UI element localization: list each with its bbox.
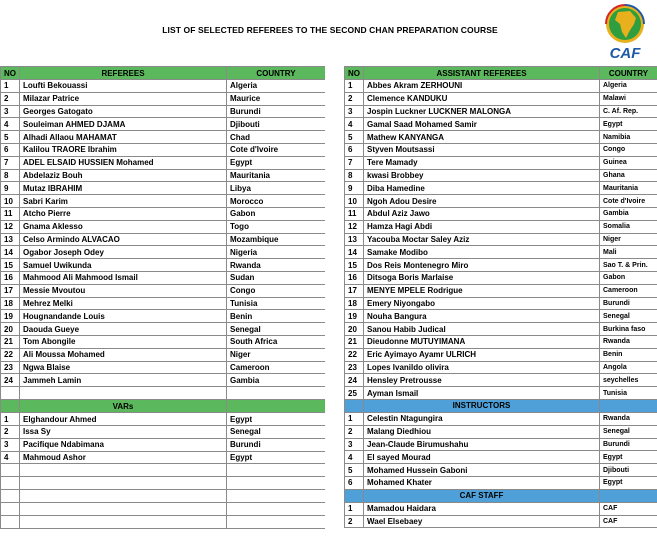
row-number: 11: [1, 207, 20, 220]
row-number: 3: [1, 438, 20, 451]
country-name: Rwanda: [600, 412, 657, 425]
person-name: Tom Abongile: [20, 335, 227, 348]
empty-cell: [1, 516, 20, 529]
person-name: Tere Mamady: [364, 156, 600, 169]
assistant-referee-row: [345, 105, 657, 118]
assistant-referee-row: [345, 92, 657, 105]
row-number: 23: [345, 361, 364, 374]
empty-row: [1, 503, 326, 516]
referee-row: [1, 374, 326, 387]
assistant-referee-row: [345, 131, 657, 144]
country-name: Mauritania: [600, 182, 657, 195]
assistant-referee-row: [345, 143, 657, 156]
person-name: Hougnandande Louis: [20, 310, 227, 323]
empty-row: [1, 516, 326, 529]
person-name: Samake Modibo: [364, 246, 600, 259]
row-number: 4: [1, 118, 20, 131]
row-number: 1: [345, 412, 364, 425]
referee-row: [1, 131, 326, 144]
country-name: Togo: [227, 220, 326, 233]
country-name: Mozambique: [227, 233, 326, 246]
country-name: Gabon: [227, 207, 326, 220]
row-number: 21: [345, 335, 364, 348]
empty-cell: [1, 503, 20, 516]
row-number: 25: [345, 387, 364, 400]
row-number: 4: [1, 451, 20, 464]
person-name: ADEL ELSAID HUSSIEN Mohamed: [20, 156, 227, 169]
country-name: Egypt: [600, 451, 657, 464]
country-name: Cameroon: [227, 361, 326, 374]
row-number: 13: [345, 233, 364, 246]
person-name: Abbes Akram ZERHOUNI: [364, 80, 600, 93]
section-spacer: [345, 489, 364, 502]
row-number: 3: [345, 105, 364, 118]
country-name: Chad: [227, 131, 326, 144]
person-name: Ali Moussa Mohamed: [20, 348, 227, 361]
row-number: 6: [345, 476, 364, 489]
row-number: 2: [345, 515, 364, 528]
assistant-referee-row: [345, 246, 657, 259]
person-name: Abdelaziz Bouh: [20, 169, 227, 182]
referee-row: [1, 143, 326, 156]
person-name: Hensley Pretrousse: [364, 374, 600, 387]
empty-cell: [227, 490, 326, 503]
assistant-referee-row: [345, 284, 657, 297]
row-number: 14: [345, 246, 364, 259]
person-name: Jospin Luckner LUCKNER MALONGA: [364, 105, 600, 118]
empty-cell: [20, 464, 227, 477]
empty-cell: [1, 464, 20, 477]
country-name: Senegal: [600, 425, 657, 438]
header-country: COUNTRY: [600, 67, 657, 80]
row-number: 2: [1, 92, 20, 105]
person-name: Mahmood Ali Mahmood Ismail: [20, 271, 227, 284]
person-name: Mutaz IBRAHIM: [20, 182, 227, 195]
referee-row: [1, 271, 326, 284]
row-number: 12: [1, 220, 20, 233]
row-number: 7: [1, 156, 20, 169]
person-name: Mamadou Haidara: [364, 502, 600, 515]
row-number: 18: [345, 297, 364, 310]
person-name: Mohamed Khater: [364, 476, 600, 489]
row-number: 4: [345, 118, 364, 131]
country-name: Egypt: [227, 413, 326, 426]
person-name: Ayman Ismail: [364, 387, 600, 400]
assistant-referee-row: [345, 310, 657, 323]
country-name: Burundi: [600, 297, 657, 310]
row-number: 2: [345, 92, 364, 105]
empty-cell: [20, 477, 227, 490]
country-name: Morocco: [227, 195, 326, 208]
row-number: 17: [345, 284, 364, 297]
instructor-row: [345, 451, 657, 464]
assistant-referee-row: [345, 233, 657, 246]
country-name: Mali: [600, 246, 657, 259]
person-name: Elghandour Ahmed: [20, 413, 227, 426]
row-number: 19: [1, 310, 20, 323]
country-name: Congo: [600, 143, 657, 156]
assistant-referee-row: [345, 271, 657, 284]
var-row: [1, 451, 326, 464]
instructor-row: [345, 464, 657, 477]
referee-row: [1, 310, 326, 323]
country-name: Cote d'Ivoire: [227, 143, 326, 156]
var-row: [1, 413, 326, 426]
assistant-referee-row: [345, 118, 657, 131]
empty-row: [1, 464, 326, 477]
document-header: [0, 0, 657, 66]
empty-cell: [20, 387, 227, 400]
person-name: Samuel Uwikunda: [20, 259, 227, 272]
country-name: Gambia: [600, 207, 657, 220]
assistant-referee-row: [345, 387, 657, 400]
instructors-section-header: [345, 399, 657, 412]
person-name: Clemence KANDUKU: [364, 92, 600, 105]
person-name: Sanou Habib Judical: [364, 323, 600, 336]
referee-row: [1, 207, 326, 220]
empty-cell: [227, 387, 326, 400]
person-name: Loufti Bekouassi: [20, 80, 227, 93]
person-name: Atcho Pierre: [20, 207, 227, 220]
country-name: Ghana: [600, 169, 657, 182]
country-name: Cameroon: [600, 284, 657, 297]
country-name: Tunisia: [600, 387, 657, 400]
referee-row: [1, 92, 326, 105]
person-name: Mohamed Hussein Gaboni: [364, 464, 600, 477]
row-number: 22: [345, 348, 364, 361]
country-name: Algeria: [227, 80, 326, 93]
person-name: Souleiman AHMED DJAMA: [20, 118, 227, 131]
country-name: seychelles: [600, 374, 657, 387]
document-title: LIST OF SELECTED REFEREES TO THE SECOND CHAN PREPARATION COURSE: [162, 25, 498, 35]
person-name: Ogabor Joseph Odey: [20, 246, 227, 259]
country-name: Djibouti: [600, 464, 657, 477]
empty-cell: [1, 477, 20, 490]
country-name: Maurice: [227, 92, 326, 105]
country-name: CAF: [600, 502, 657, 515]
person-name: Celso Armindo ALVACAO: [20, 233, 227, 246]
country-name: Senegal: [600, 310, 657, 323]
country-name: Gambia: [227, 374, 326, 387]
referee-row: [1, 297, 326, 310]
header-no: NO: [345, 67, 364, 80]
person-name: Celestin Ntagungira: [364, 412, 600, 425]
referee-row: [1, 220, 326, 233]
person-name: Milazar Patrice: [20, 92, 227, 105]
section-spacer: [600, 489, 657, 502]
var-row: [1, 425, 326, 438]
row-number: 21: [1, 335, 20, 348]
person-name: Yacouba Moctar Saley Aziz: [364, 233, 600, 246]
table-header-row: [345, 67, 657, 80]
person-name: Dieudonne MUTUYIMANA: [364, 335, 600, 348]
empty-cell: [1, 490, 20, 503]
country-name: Gabon: [600, 271, 657, 284]
person-name: Mehrez Melki: [20, 297, 227, 310]
row-number: 1: [1, 413, 20, 426]
country-name: Burundi: [227, 438, 326, 451]
person-name: Issa Sy: [20, 425, 227, 438]
country-name: Burkina faso: [600, 323, 657, 336]
row-number: 23: [1, 361, 20, 374]
person-name: Styven Moutsassi: [364, 143, 600, 156]
section-spacer: [227, 400, 326, 413]
row-number: 9: [1, 182, 20, 195]
row-number: 12: [345, 220, 364, 233]
assistant-referee-row: [345, 374, 657, 387]
row-number: 6: [345, 143, 364, 156]
empty-row: [1, 387, 326, 400]
empty-cell: [20, 516, 227, 529]
row-number: 5: [345, 131, 364, 144]
person-name: Lopes Ivanildo olivira: [364, 361, 600, 374]
person-name: Dos Reis Montenegro Miro: [364, 259, 600, 272]
assistant-referee-row: [345, 156, 657, 169]
person-name: Mahmoud Ashor: [20, 451, 227, 464]
row-number: 15: [1, 259, 20, 272]
row-number: 3: [345, 438, 364, 451]
country-name: C. Af. Rep.: [600, 105, 657, 118]
country-name: Benin: [227, 310, 326, 323]
person-name: Mathew KANYANGA: [364, 131, 600, 144]
referee-row: [1, 361, 326, 374]
referee-row: [1, 323, 326, 336]
country-name: Burundi: [227, 105, 326, 118]
row-number: 16: [1, 271, 20, 284]
country-name: Senegal: [227, 425, 326, 438]
assistant-referee-row: [345, 259, 657, 272]
referee-row: [1, 182, 326, 195]
empty-cell: [1, 387, 20, 400]
row-number: 18: [1, 297, 20, 310]
vars-section-header: [1, 400, 326, 413]
referee-row: [1, 195, 326, 208]
person-name: MENYE MPELE Rodrigue: [364, 284, 600, 297]
country-name: Somalia: [600, 220, 657, 233]
person-name: Alhadi Allaou MAHAMAT: [20, 131, 227, 144]
country-name: Niger: [600, 233, 657, 246]
row-number: 19: [345, 310, 364, 323]
person-name: Georges Gatogato: [20, 105, 227, 118]
referee-row: [1, 259, 326, 272]
referee-row: [1, 169, 326, 182]
caf-staff-section-header: [345, 489, 657, 502]
country-name: Burundi: [600, 438, 657, 451]
referee-row: [1, 80, 326, 93]
section-title: CAF STAFF: [364, 489, 600, 502]
country-name: Egypt: [227, 156, 326, 169]
empty-cell: [227, 516, 326, 529]
person-name: Gamal Saad Mohamed Samir: [364, 118, 600, 131]
country-name: Djibouti: [227, 118, 326, 131]
column-gap: [325, 66, 344, 536]
row-number: 24: [345, 374, 364, 387]
assistant-referee-row: [345, 335, 657, 348]
row-number: 9: [345, 182, 364, 195]
person-name: Nouha Bangura: [364, 310, 600, 323]
country-name: Egypt: [600, 118, 657, 131]
person-name: El sayed Mourad: [364, 451, 600, 464]
referees-table: [0, 66, 326, 529]
assistant-referee-row: [345, 361, 657, 374]
country-name: Sao T. & Prin.: [600, 259, 657, 272]
section-spacer: [1, 400, 20, 413]
assistant-referee-row: [345, 348, 657, 361]
instructor-row: [345, 425, 657, 438]
person-name: Daouda Gueye: [20, 323, 227, 336]
assistant-referee-row: [345, 182, 657, 195]
instructor-row: [345, 412, 657, 425]
person-name: Jean-Claude Birumushahu: [364, 438, 600, 451]
person-name: Wael Elsebaey: [364, 515, 600, 528]
person-name: Diba Hamedine: [364, 182, 600, 195]
row-number: 20: [1, 323, 20, 336]
country-name: Malawi: [600, 92, 657, 105]
country-name: Tunisia: [227, 297, 326, 310]
assistant-referee-row: [345, 220, 657, 233]
person-name: Hamza Hagi Abdi: [364, 220, 600, 233]
person-name: Abdul Aziz Jawo: [364, 207, 600, 220]
country-name: Congo: [227, 284, 326, 297]
header-no: NO: [1, 67, 20, 80]
instructor-row: [345, 438, 657, 451]
person-name: Pacifique Ndabimana: [20, 438, 227, 451]
svg-text:CAF: CAF: [609, 45, 641, 62]
row-number: 1: [1, 80, 20, 93]
row-number: 3: [1, 105, 20, 118]
referee-row: [1, 118, 326, 131]
country-name: Egypt: [600, 476, 657, 489]
header-name: REFEREES: [20, 67, 227, 80]
row-number: 5: [345, 464, 364, 477]
country-name: Mauritania: [227, 169, 326, 182]
empty-cell: [20, 490, 227, 503]
empty-row: [1, 477, 326, 490]
row-number: 10: [1, 195, 20, 208]
assistant-referee-row: [345, 207, 657, 220]
section-spacer: [600, 399, 657, 412]
row-number: 22: [1, 348, 20, 361]
person-name: Gnama Aklesso: [20, 220, 227, 233]
row-number: 13: [1, 233, 20, 246]
assistant-referee-row: [345, 80, 657, 93]
referee-row: [1, 233, 326, 246]
row-number: 11: [345, 207, 364, 220]
country-name: Nigeria: [227, 246, 326, 259]
country-name: Cote d'Ivoire: [600, 195, 657, 208]
empty-row: [1, 490, 326, 503]
caf-logo: [596, 2, 654, 64]
table-header-row: [1, 67, 326, 80]
row-number: 24: [1, 374, 20, 387]
person-name: Ditsoga Boris Marlaise: [364, 271, 600, 284]
row-number: 4: [345, 451, 364, 464]
var-row: [1, 438, 326, 451]
country-name: Rwanda: [600, 335, 657, 348]
person-name: Messie Mvoutou: [20, 284, 227, 297]
assistant-referee-row: [345, 169, 657, 182]
caf-staff-row: [345, 515, 657, 528]
referee-row: [1, 246, 326, 259]
row-number: 1: [345, 502, 364, 515]
row-number: 15: [345, 259, 364, 272]
person-name: Ngwa Blaise: [20, 361, 227, 374]
country-name: Namibia: [600, 131, 657, 144]
row-number: 7: [345, 156, 364, 169]
country-name: Sudan: [227, 271, 326, 284]
country-name: Senegal: [227, 323, 326, 336]
row-number: 16: [345, 271, 364, 284]
referee-row: [1, 335, 326, 348]
country-name: Libya: [227, 182, 326, 195]
header-name: ASSISTANT REFEREES: [364, 67, 600, 80]
referee-row: [1, 284, 326, 297]
row-number: 20: [345, 323, 364, 336]
assistant-referee-row: [345, 297, 657, 310]
country-name: Niger: [227, 348, 326, 361]
country-name: CAF: [600, 515, 657, 528]
country-name: Benin: [600, 348, 657, 361]
row-number: 1: [345, 80, 364, 93]
country-name: Guinea: [600, 156, 657, 169]
country-name: South Africa: [227, 335, 326, 348]
empty-cell: [227, 464, 326, 477]
assistant-referee-row: [345, 323, 657, 336]
row-number: 5: [1, 131, 20, 144]
country-name: Rwanda: [227, 259, 326, 272]
caf-staff-row: [345, 502, 657, 515]
country-name: Egypt: [227, 451, 326, 464]
row-number: 17: [1, 284, 20, 297]
instructor-row: [345, 476, 657, 489]
person-name: Ngoh Adou Desire: [364, 195, 600, 208]
assistant-referee-row: [345, 195, 657, 208]
section-title: INSTRUCTORS: [364, 399, 600, 412]
row-number: 6: [1, 143, 20, 156]
empty-cell: [227, 477, 326, 490]
person-name: Jammeh Lamin: [20, 374, 227, 387]
empty-cell: [20, 503, 227, 516]
row-number: 8: [1, 169, 20, 182]
section-title: VARs: [20, 400, 227, 413]
row-number: 8: [345, 169, 364, 182]
person-name: Emery Niyongabo: [364, 297, 600, 310]
person-name: kwasi Brobbey: [364, 169, 600, 182]
row-number: 2: [345, 425, 364, 438]
empty-cell: [227, 503, 326, 516]
person-name: Malang Diedhiou: [364, 425, 600, 438]
country-name: Angola: [600, 361, 657, 374]
country-name: Algeria: [600, 80, 657, 93]
header-country: COUNTRY: [227, 67, 326, 80]
row-number: 10: [345, 195, 364, 208]
referee-row: [1, 348, 326, 361]
assistant-referees-table: [344, 66, 657, 528]
person-name: Sabri Karim: [20, 195, 227, 208]
person-name: Eric Ayimayo Ayamr ULRICH: [364, 348, 600, 361]
section-spacer: [345, 399, 364, 412]
row-number: 2: [1, 425, 20, 438]
referee-row: [1, 156, 326, 169]
person-name: Kalilou TRAORE Ibrahim: [20, 143, 227, 156]
referee-row: [1, 105, 326, 118]
row-number: 14: [1, 246, 20, 259]
